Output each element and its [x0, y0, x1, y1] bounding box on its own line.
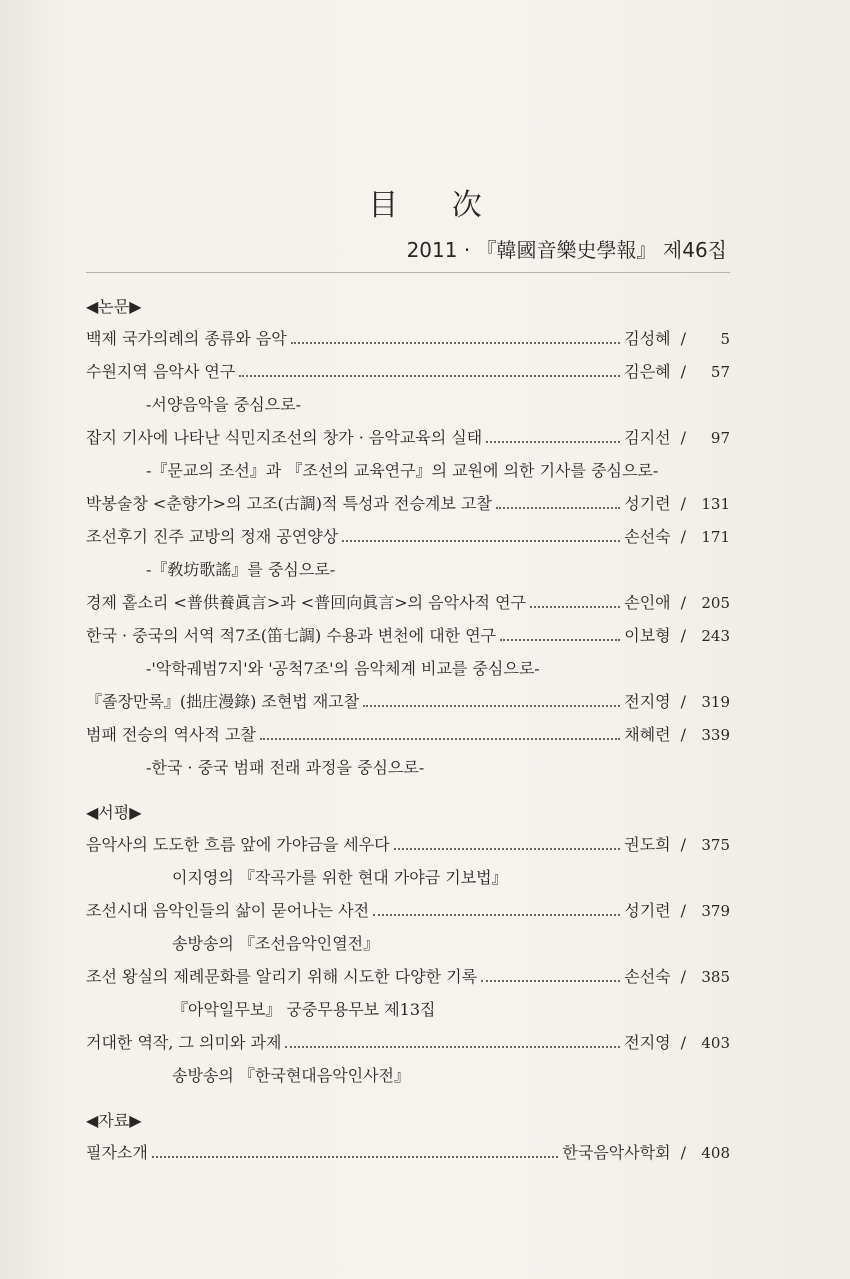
toc-entry[interactable]	[86, 421, 730, 454]
journal-subtitle: 2011 · 『韓國音樂史學報』 제46집	[406, 238, 727, 262]
dot-leader	[291, 342, 621, 344]
entry-subtitle: 이지영의 『작곡가를 위한 현대 가야금 기보법』	[172, 868, 508, 887]
entry-subtitle: 『아악일무보』 궁중무용무보 제13집	[172, 1000, 436, 1019]
entry-title: 범패 전승의 역사적 고찰	[86, 725, 256, 744]
entry-author: 김은혜	[624, 362, 671, 381]
dot-leader	[260, 738, 620, 740]
entry-page: 5	[720, 330, 730, 348]
entry-author: 성기련	[624, 901, 671, 920]
separator-slash: /	[680, 428, 686, 447]
entry-title: 백제 국가의례의 종류와 음악	[86, 329, 287, 348]
entry-subtitle: -『문교의 조선』과 『조선의 교육연구』의 교원에 의한 기사를 중심으로-	[146, 461, 659, 480]
dot-leader	[486, 441, 620, 443]
toc-entry[interactable]	[86, 685, 730, 718]
entry-author: 손인애	[624, 593, 671, 612]
entry-author: 이보형	[624, 626, 671, 645]
separator-slash: /	[680, 527, 686, 546]
entry-page: 97	[710, 429, 730, 447]
entry-author: 손선숙	[624, 967, 671, 986]
entry-author: 전지영	[624, 1033, 671, 1052]
separator-slash: /	[680, 1033, 686, 1052]
entry-page: 375	[701, 836, 730, 854]
entry-page: 408	[701, 1144, 730, 1162]
entry-title: 조선시대 음악인들의 삶이 묻어나는 사전	[86, 901, 370, 920]
separator-slash: /	[680, 901, 686, 920]
entry-page: 243	[701, 627, 730, 645]
separator-slash: /	[680, 593, 686, 612]
entry-page: 205	[701, 594, 730, 612]
separator-slash: /	[680, 967, 686, 986]
toc-entry[interactable]	[86, 718, 730, 751]
divider	[86, 272, 730, 273]
dot-leader	[500, 639, 620, 641]
entry-page: 385	[701, 968, 730, 986]
toc-entry[interactable]	[86, 586, 730, 619]
toc-entry[interactable]	[86, 1026, 730, 1059]
toc-entry[interactable]	[86, 828, 730, 861]
entry-author: 손선숙	[624, 527, 671, 546]
toc-entry[interactable]	[86, 520, 730, 553]
entry-author: 김성혜	[624, 329, 671, 348]
dot-leader	[152, 1156, 559, 1158]
separator-slash: /	[680, 1143, 686, 1162]
entry-author: 성기련	[624, 494, 671, 513]
entry-author: 전지영	[624, 692, 671, 711]
entry-title: 박봉술창 <춘향가>의 고조(古調)적 특성과 전승계보 고찰	[86, 494, 492, 513]
table-of-contents	[86, 292, 730, 1169]
entry-author: 권도희	[624, 835, 671, 854]
entry-title: 『졸장만록』(拙庄漫錄) 조현법 재고찰	[86, 692, 360, 711]
separator-slash: /	[680, 692, 686, 711]
toc-entry[interactable]	[86, 894, 730, 927]
separator-slash: /	[680, 725, 686, 744]
dot-leader	[285, 1046, 620, 1048]
entry-author: 김지선	[624, 428, 671, 447]
entry-subtitle: 송방송의 『한국현대음악인사전』	[172, 1066, 411, 1085]
entry-title: 조선 왕실의 제례문화를 알리기 위해 시도한 다양한 기록	[86, 967, 478, 986]
separator-slash: /	[680, 835, 686, 854]
toc-entry[interactable]	[86, 1136, 730, 1169]
toc-entry[interactable]	[86, 355, 730, 388]
entry-page: 57	[710, 363, 730, 381]
entry-subtitle: -한국 · 중국 범패 전래 과정을 중심으로-	[146, 758, 425, 777]
toc-entry[interactable]	[86, 619, 730, 652]
entry-subtitle: 송방송의 『조선음악인열전』	[172, 934, 380, 953]
toc-entry[interactable]	[86, 322, 730, 355]
dot-leader	[363, 705, 620, 707]
entry-page: 131	[701, 495, 730, 513]
entry-author: 채혜련	[624, 725, 671, 744]
separator-slash: /	[680, 329, 686, 348]
entry-page: 379	[701, 902, 730, 920]
entry-author: 한국음악사학회	[562, 1143, 671, 1162]
separator-slash: /	[680, 494, 686, 513]
dot-leader	[394, 848, 621, 850]
entry-title: 한국 · 중국의 서역 적7조(笛七調) 수용과 변천에 대한 연구	[86, 626, 497, 645]
entry-page: 171	[701, 528, 730, 546]
entry-title: 경제 홑소리 <普供養眞言>과 <普回向眞言>의 음악사적 연구	[86, 593, 526, 612]
section-heading: ◀자료▶	[86, 1111, 142, 1130]
entry-title: 음악사의 도도한 흐름 앞에 가야금을 세우다	[86, 835, 390, 854]
entry-title: 잡지 기사에 나타난 식민지조선의 창가 · 음악교육의 실태	[86, 428, 483, 447]
page-title: 目 次	[368, 188, 504, 223]
dot-leader	[496, 507, 620, 509]
entry-subtitle: -『敎坊歌謠』를 중심으로-	[146, 560, 336, 579]
entry-page: 319	[701, 693, 730, 711]
dot-leader	[342, 540, 620, 542]
dot-leader	[530, 606, 620, 608]
entry-title: 조선후기 진주 교방의 정재 공연양상	[86, 527, 339, 546]
dot-leader	[481, 980, 620, 982]
entry-title: 거대한 역작, 그 의미와 과제	[86, 1033, 282, 1052]
toc-entry[interactable]	[86, 960, 730, 993]
entry-subtitle: -서양음악을 중심으로-	[146, 395, 302, 414]
section-heading: ◀논문▶	[86, 297, 142, 316]
separator-slash: /	[680, 626, 686, 645]
entry-page: 339	[701, 726, 730, 744]
entry-title: 수원지역 음악사 연구	[86, 362, 236, 381]
entry-page: 403	[701, 1034, 730, 1052]
entry-title: 필자소개	[86, 1143, 148, 1162]
dot-leader	[373, 914, 620, 916]
dot-leader	[239, 375, 620, 377]
section-heading: ◀서평▶	[86, 803, 142, 822]
entry-subtitle: -'악학궤범7지'와 '공척7조'의 음악체계 비교를 중심으로-	[146, 659, 540, 678]
separator-slash: /	[680, 362, 686, 381]
toc-entry[interactable]	[86, 487, 730, 520]
